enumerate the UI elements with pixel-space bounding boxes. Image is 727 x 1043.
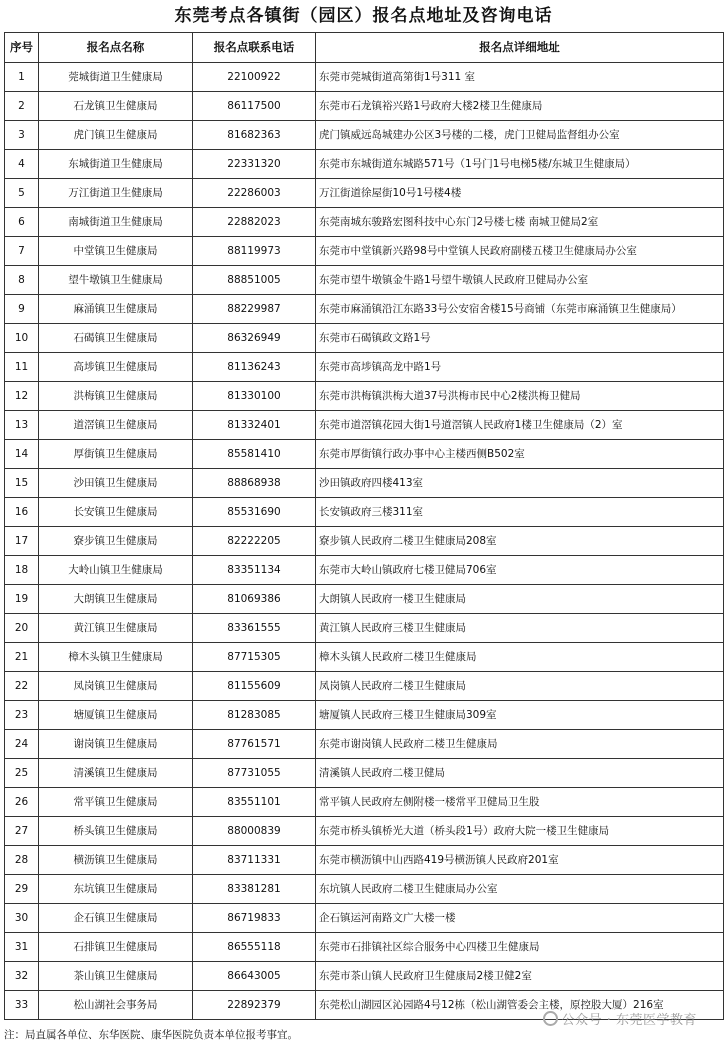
row-address: 东坑镇人民政府二楼卫生健康局办公室 — [316, 875, 724, 904]
row-name: 东城街道卫生健康局 — [39, 150, 193, 179]
table-row — [5, 817, 724, 846]
row-address: 东莞市厚街镇行政办事中心主楼西侧B502室 — [316, 440, 724, 469]
row-address: 东莞市东城街道东城路571号（1号门1号电梯5楼/东城卫生健康局） — [316, 150, 724, 179]
row-index: 16 — [5, 498, 39, 527]
row-phone: 85531690 — [193, 498, 316, 527]
row-name: 沙田镇卫生健康局 — [39, 469, 193, 498]
row-address: 虎门镇威远岛城建办公区3号楼的二楼，虎门卫健局监督组办公室 — [316, 121, 724, 150]
row-phone: 86719833 — [193, 904, 316, 933]
table-row — [5, 875, 724, 904]
footnote: 注：局直属各单位、东华医院、康华医院负责本单位报考事宜。 — [4, 1029, 298, 1041]
row-address: 东莞市望牛墩镇金牛路1号望牛墩镇人民政府卫健局办公室 — [316, 266, 724, 295]
table-row — [5, 353, 724, 382]
row-name: 麻涌镇卫生健康局 — [39, 295, 193, 324]
row-name: 常平镇卫生健康局 — [39, 788, 193, 817]
row-index: 2 — [5, 92, 39, 121]
row-name: 望牛墩镇卫生健康局 — [39, 266, 193, 295]
row-name: 黄江镇卫生健康局 — [39, 614, 193, 643]
row-name: 松山湖社会事务局 — [39, 991, 193, 1020]
table-row — [5, 63, 724, 92]
row-index: 25 — [5, 759, 39, 788]
table-row — [5, 411, 724, 440]
table-row — [5, 208, 724, 237]
row-index: 23 — [5, 701, 39, 730]
document-title: 东莞考点各镇街（园区）报名点地址及咨询电话 — [174, 6, 553, 26]
row-name: 石排镇卫生健康局 — [39, 933, 193, 962]
row-address: 樟木头镇人民政府二楼卫生健康局 — [316, 643, 724, 672]
header-phone: 报名点联系电话 — [193, 33, 316, 63]
row-name: 道滘镇卫生健康局 — [39, 411, 193, 440]
row-index: 5 — [5, 179, 39, 208]
row-phone: 88229987 — [193, 295, 316, 324]
row-index: 30 — [5, 904, 39, 933]
row-address: 长安镇政府三楼311室 — [316, 498, 724, 527]
row-index: 8 — [5, 266, 39, 295]
row-address: 东莞市道滘镇花园大街1号道滘镇人民政府1楼卫生健康局（2）室 — [316, 411, 724, 440]
row-address: 塘厦镇人民政府三楼卫生健康局309室 — [316, 701, 724, 730]
row-name: 南城街道卫生健康局 — [39, 208, 193, 237]
row-address: 东莞市麻涌镇沿江东路33号公安宿舍楼15号商铺（东莞市麻涌镇卫生健康局） — [316, 295, 724, 324]
row-address: 常平镇人民政府左侧附楼一楼常平卫健局卫生股 — [316, 788, 724, 817]
row-phone: 85581410 — [193, 440, 316, 469]
row-address: 东莞市横沥镇中山西路419号横沥镇人民政府201室 — [316, 846, 724, 875]
row-index: 20 — [5, 614, 39, 643]
row-name: 塘厦镇卫生健康局 — [39, 701, 193, 730]
wechat-logo-icon — [543, 1011, 558, 1026]
row-index: 21 — [5, 643, 39, 672]
row-address: 大朗镇人民政府一楼卫生健康局 — [316, 585, 724, 614]
row-phone: 81155609 — [193, 672, 316, 701]
row-address: 东莞松山湖园区沁园路4号12栋（松山湖管委会主楼，原控股大厦）216室 — [316, 991, 724, 1020]
table-row — [5, 498, 724, 527]
header-name: 报名点名称 — [39, 33, 193, 63]
row-address: 万江街道徐屋街10号1号楼4楼 — [316, 179, 724, 208]
table-row — [5, 730, 724, 759]
table-row — [5, 933, 724, 962]
row-address: 东莞市高埗镇高龙中路1号 — [316, 353, 724, 382]
row-name: 谢岗镇卫生健康局 — [39, 730, 193, 759]
row-address: 东莞市桥头镇桥光大道（桥头段1号）政府大院一楼卫生健康局 — [316, 817, 724, 846]
table-row — [5, 266, 724, 295]
row-name: 厚街镇卫生健康局 — [39, 440, 193, 469]
table-row — [5, 759, 724, 788]
row-name: 洪梅镇卫生健康局 — [39, 382, 193, 411]
table-row — [5, 324, 724, 353]
table-row — [5, 585, 724, 614]
row-index: 9 — [5, 295, 39, 324]
row-address: 东莞南城东骏路宏图科技中心东门2号楼七楼 南城卫健局2室 — [316, 208, 724, 237]
row-phone: 87761571 — [193, 730, 316, 759]
row-phone: 83361555 — [193, 614, 316, 643]
row-address: 清溪镇人民政府二楼卫健局 — [316, 759, 724, 788]
row-name: 高埗镇卫生健康局 — [39, 353, 193, 382]
row-phone: 87715305 — [193, 643, 316, 672]
row-phone: 86326949 — [193, 324, 316, 353]
row-phone: 86643005 — [193, 962, 316, 991]
row-phone: 81136243 — [193, 353, 316, 382]
row-phone: 88851005 — [193, 266, 316, 295]
row-index: 27 — [5, 817, 39, 846]
row-phone: 88000839 — [193, 817, 316, 846]
table-row — [5, 788, 724, 817]
row-phone: 22892379 — [193, 991, 316, 1020]
table-row — [5, 469, 724, 498]
table-row — [5, 382, 724, 411]
table-row — [5, 672, 724, 701]
row-phone: 83381281 — [193, 875, 316, 904]
watermark-text: 公众号 · 东莞医学教育 — [561, 1013, 697, 1028]
table-row — [5, 150, 724, 179]
row-phone: 83551101 — [193, 788, 316, 817]
row-phone: 22331320 — [193, 150, 316, 179]
table-row — [5, 846, 724, 875]
row-index: 12 — [5, 382, 39, 411]
row-index: 11 — [5, 353, 39, 382]
row-address: 东莞市谢岗镇人民政府二楼卫生健康局 — [316, 730, 724, 759]
row-phone: 86117500 — [193, 92, 316, 121]
row-address: 黄江镇人民政府三楼卫生健康局 — [316, 614, 724, 643]
row-index: 22 — [5, 672, 39, 701]
row-index: 17 — [5, 527, 39, 556]
row-name: 莞城街道卫生健康局 — [39, 63, 193, 92]
table-row — [5, 295, 724, 324]
row-address: 凤岗镇人民政府二楼卫生健康局 — [316, 672, 724, 701]
row-phone: 82222205 — [193, 527, 316, 556]
table-row — [5, 614, 724, 643]
row-index: 15 — [5, 469, 39, 498]
row-phone: 87731055 — [193, 759, 316, 788]
row-index: 7 — [5, 237, 39, 266]
row-name: 石龙镇卫生健康局 — [39, 92, 193, 121]
row-phone: 81682363 — [193, 121, 316, 150]
row-phone: 88119973 — [193, 237, 316, 266]
row-name: 横沥镇卫生健康局 — [39, 846, 193, 875]
header-address: 报名点详细地址 — [316, 33, 724, 63]
table-row — [5, 92, 724, 121]
row-name: 万江街道卫生健康局 — [39, 179, 193, 208]
row-phone: 88868938 — [193, 469, 316, 498]
registration-table — [4, 32, 724, 1020]
row-index: 24 — [5, 730, 39, 759]
row-index: 3 — [5, 121, 39, 150]
table-row — [5, 121, 724, 150]
wechat-watermark — [543, 1009, 697, 1028]
row-address: 寮步镇人民政府二楼卫生健康局208室 — [316, 527, 724, 556]
row-phone: 22286003 — [193, 179, 316, 208]
row-phone: 81330100 — [193, 382, 316, 411]
table-header-row — [5, 33, 724, 63]
row-index: 32 — [5, 962, 39, 991]
row-phone: 81283085 — [193, 701, 316, 730]
row-phone: 83351134 — [193, 556, 316, 585]
row-address: 东莞市洪梅镇洪梅大道37号洪梅市民中心2楼洪梅卫健局 — [316, 382, 724, 411]
row-phone: 22882023 — [193, 208, 316, 237]
row-name: 茶山镇卫生健康局 — [39, 962, 193, 991]
row-index: 6 — [5, 208, 39, 237]
row-name: 樟木头镇卫生健康局 — [39, 643, 193, 672]
table-row — [5, 904, 724, 933]
row-index: 19 — [5, 585, 39, 614]
row-index: 13 — [5, 411, 39, 440]
row-phone: 81332401 — [193, 411, 316, 440]
row-index: 29 — [5, 875, 39, 904]
row-name: 虎门镇卫生健康局 — [39, 121, 193, 150]
header-index: 序号 — [5, 33, 39, 63]
row-address: 企石镇运河南路文广大楼一楼 — [316, 904, 724, 933]
row-index: 33 — [5, 991, 39, 1020]
row-name: 桥头镇卫生健康局 — [39, 817, 193, 846]
row-name: 大岭山镇卫生健康局 — [39, 556, 193, 585]
row-phone: 83711331 — [193, 846, 316, 875]
row-index: 18 — [5, 556, 39, 585]
row-phone: 86555118 — [193, 933, 316, 962]
row-index: 26 — [5, 788, 39, 817]
row-address: 东莞市石碣镇政文路1号 — [316, 324, 724, 353]
table-row — [5, 527, 724, 556]
table-row — [5, 237, 724, 266]
row-address: 东莞市石排镇社区综合服务中心四楼卫生健康局 — [316, 933, 724, 962]
table-row — [5, 556, 724, 585]
row-name: 企石镇卫生健康局 — [39, 904, 193, 933]
row-phone: 81069386 — [193, 585, 316, 614]
row-name: 石碣镇卫生健康局 — [39, 324, 193, 353]
row-phone: 22100922 — [193, 63, 316, 92]
row-address: 东莞市中堂镇新兴路98号中堂镇人民政府副楼五楼卫生健康局办公室 — [316, 237, 724, 266]
row-address: 东莞市茶山镇人民政府卫生健康局2楼卫健2室 — [316, 962, 724, 991]
row-index: 10 — [5, 324, 39, 353]
row-index: 28 — [5, 846, 39, 875]
table-row — [5, 440, 724, 469]
row-name: 凤岗镇卫生健康局 — [39, 672, 193, 701]
row-name: 中堂镇卫生健康局 — [39, 237, 193, 266]
row-name: 大朗镇卫生健康局 — [39, 585, 193, 614]
row-name: 清溪镇卫生健康局 — [39, 759, 193, 788]
row-address: 东莞市莞城街道高第街1号311 室 — [316, 63, 724, 92]
row-address: 东莞市石龙镇裕兴路1号政府大楼2楼卫生健康局 — [316, 92, 724, 121]
table-row — [5, 179, 724, 208]
row-address: 东莞市大岭山镇政府七楼卫健局706室 — [316, 556, 724, 585]
table-row — [5, 643, 724, 672]
row-name: 长安镇卫生健康局 — [39, 498, 193, 527]
row-name: 寮步镇卫生健康局 — [39, 527, 193, 556]
row-name: 东坑镇卫生健康局 — [39, 875, 193, 904]
row-index: 1 — [5, 63, 39, 92]
row-index: 14 — [5, 440, 39, 469]
row-address: 沙田镇政府四楼413室 — [316, 469, 724, 498]
table-row — [5, 962, 724, 991]
table-row — [5, 701, 724, 730]
row-index: 4 — [5, 150, 39, 179]
row-index: 31 — [5, 933, 39, 962]
